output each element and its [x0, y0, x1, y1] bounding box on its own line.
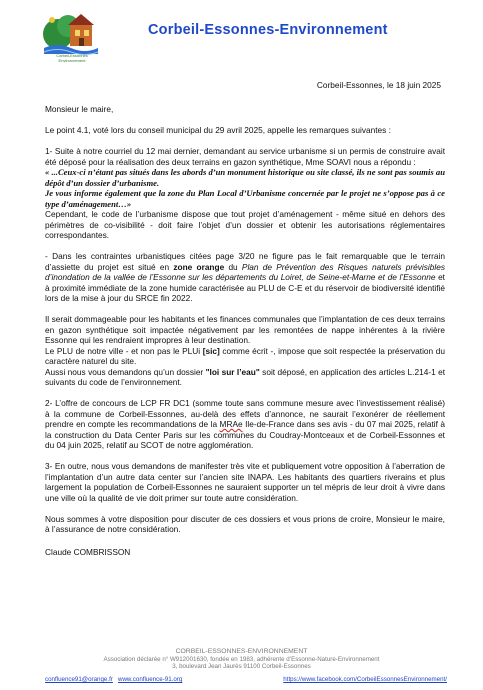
- facebook-link[interactable]: https://www.facebook.com/CorbeilEssonnesEnvironnement/: [283, 676, 447, 683]
- paragraph-1: 1- Suite à notre courriel du 12 mai dernier, demandant au service urbanisme si un permis de construire avait été déposé pour la réalisation des deux terrains en gazon synthétique, Mme SOAVI nous a répondu :: [45, 146, 445, 167]
- website-link[interactable]: www.confluence-91.org: [118, 676, 183, 683]
- intro-paragraph: Le point 4.1, voté lors du conseil municipal du 29 avril 2025, appelle les remarques suivantes :: [45, 125, 391, 135]
- paragraph-5: Aussi nous vous demandons qu’un dossier "loi sur l’eau" soit déposé, en application des articles L.214-1 et suivants du code de l’environnement.: [45, 366, 446, 387]
- quote-line-1: [45, 167, 445, 188]
- loi-sur-leau: "loi sur l’eau": [205, 366, 260, 377]
- logo-caption: Corbeil-Essonnes Environnement: [56, 53, 88, 63]
- quote-1: « ...Ceux-ci n’étant pas situés dans les abords d’un monument historique ou site classé, ils ne sont pas soumis au dépôt d’un dossier d’urbanisme.: [45, 167, 445, 188]
- paragraph-4: Le PLU de notre ville - et non pas le PLUi [sic] comme écrit -, impose que soit respectée la préservation du caractère naturel du site.: [45, 345, 445, 366]
- salutation: Monsieur le maire,: [45, 104, 114, 114]
- footer-association: Association déclarée n° W912001630, fondée en 1983, adhérente d’Essonne-Nature-Environnement: [103, 655, 380, 663]
- quote-2: Je vous informe également que la zone du Plan Local d’Urbanisme concernée par le projet ne s’oppose pas à ce type d’aménagement…»: [45, 188, 445, 209]
- paragraph-6: 2- L’offre de concours de LCP FR DC1 (somme toute sans commune mesure avec l’investissement réalisé) à la commune de Corbeil-Essonnes, au-delà des effets d’annonce, ne saurait l’exonérer de réellement prendre en compte les recommandations de la MRAe Ile-de-France dans ses avis - du 07 mai 2025, relatif à la construction du Data Center Paris sur les communes du Coudray-Montceaux et de Corbeil-Essonnes et du 04 juin 2025, relatif au SCOT de notre agglomération.: [45, 398, 445, 450]
- paragraph-7: 3- En outre, nous vous demandons de manifester très vite et publiquement votre opposition à l’aberration de l’implantation d’un autre data center sur l’ancien site INAPA. Les habitants des quartiers riverains et plus largement la population de Corbeil-Essonnes ne sauraient supporter un tel mépris de leur droit à vivre dans une ville où la qualité de vie doit primer sur toute autre considération.: [45, 461, 445, 503]
- mrae-word: MRAe: [219, 419, 243, 429]
- letter-body: [45, 104, 445, 568]
- paragraph-3: Il serait dommageable pour les habitants et les finances communales que l’implantation de ces deux terrains en gazon synthétique soit impactée négativement par les remontées de nappe inhérentes à la rivière Essonne qui les rendraient impropres à leur destination.: [45, 314, 445, 345]
- zone-orange: zone orange: [173, 261, 225, 272]
- paragraph-1b: Cependant, le code de l’urbanisme dispose que tout projet d’aménagement - même situé en dehors des périmètres de co-visibilité - doit faire l’objet d’un dossier et obtenir les autorisations réglementaires correspondantes.: [45, 209, 445, 240]
- footer: [0, 648, 483, 671]
- paragraph-2: - Dans les contraintes urbanistiques citées page 3/20 ne figure pas le fait remarquable que le terrain d’assiette du projet est situé en zone orange du Plan de Prévention des Risques naturels prévisibles d’inondation de la vallée de l’Essonne sur les départements du Loiret, de Seine-et-Marne et de l’Essonne et à proximité immédiate de la zone humide caractérisée au PLU de C-E et du réservoir de biodiversité identifié lors de la mise à jour du SRCE fin 2022.: [45, 251, 445, 303]
- sic-mark: [sic]: [202, 345, 220, 356]
- signature: Claude COMBRISSON: [45, 546, 131, 557]
- quote-line-2: [45, 188, 445, 209]
- footer-address: 3, boulevard Jean Jaurès 91100 Corbeil-Essonnes: [172, 663, 311, 671]
- date-line: Corbeil-Essonnes, le 18 juin 2025: [316, 80, 441, 90]
- footer-org: CORBEIL-ESSONNES-ENVIRONNEMENT: [175, 648, 308, 655]
- email-link[interactable]: confluence91@orange.fr: [45, 676, 113, 683]
- org-title: Corbeil-Essonnes-Environnement: [148, 22, 388, 38]
- closing-paragraph: Nous sommes à votre disposition pour discuter de ces dossiers et vous prions de croire, Monsieur le maire, à l’assurance de notre considération.: [45, 513, 445, 534]
- ppri-title: Plan de Prévention des Risques naturels prévisibles d’inondation de la vallée de l’Essonne sur les départements du Loiret, de Seine-et-Marne et de l’Essonne: [45, 261, 445, 282]
